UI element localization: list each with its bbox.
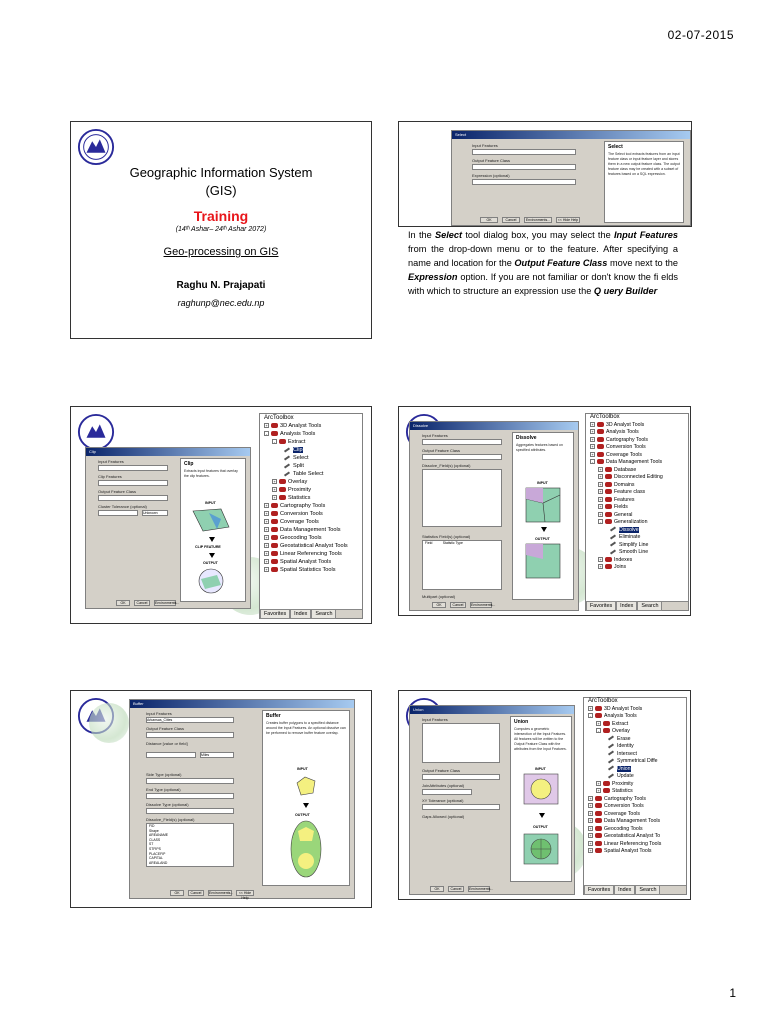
select-dialog — [451, 130, 691, 226]
tree-item[interactable]: + Statistics — [597, 788, 633, 794]
author-name: Raghu N. Prajapati — [176, 280, 266, 291]
globe-watermark-icon — [89, 703, 129, 743]
tree-item[interactable]: + Statistics — [273, 495, 311, 501]
output-label: OUTPUT — [535, 537, 550, 541]
buffer-dialog — [129, 699, 355, 899]
desc-query-builder: Q uery Builder — [593, 286, 658, 296]
tree-item[interactable]: + Conversion Tools — [591, 444, 646, 450]
tree-item[interactable]: + Domains — [599, 481, 635, 488]
tree-item[interactable]: - Analysis Tools — [265, 431, 316, 437]
title-line-2: (GIS) — [205, 183, 237, 198]
tab-favorites[interactable]: Favorites — [260, 610, 290, 619]
gaps-allowed-checkbox[interactable]: Gaps Allowed (optional) — [422, 814, 465, 819]
desc-output-feature: Output Feature Class — [514, 258, 608, 268]
tree-item[interactable]: - Overlay — [597, 728, 630, 734]
field-label: Cluster Tolerance (optional) — [98, 504, 147, 509]
dissolve-type-field[interactable] — [146, 808, 234, 814]
dissolve-fields-list[interactable] — [146, 823, 234, 867]
tree-item[interactable]: Smooth Line — [586, 549, 688, 557]
input-features-label: Input Features — [472, 143, 498, 148]
tab-search[interactable]: Search — [637, 602, 662, 611]
tree-item-dissolve[interactable]: Dissolve — [586, 527, 688, 535]
statistics-fields-table[interactable] — [422, 540, 502, 590]
column-header: Statistic Type — [442, 541, 463, 545]
tree-item[interactable]: + Spatial Analyst Tools — [265, 559, 332, 565]
page-date: 02-07-2015 — [667, 28, 734, 42]
toolbox-title: ArcToolbox — [590, 414, 620, 420]
field-label: JoinAttributes (optional) — [422, 783, 465, 788]
field-label: Output Feature Class — [422, 768, 461, 773]
list-item[interactable]: CLASS — [149, 837, 161, 842]
list-item[interactable]: STFIPS — [149, 846, 161, 851]
output-label: OUTPUT — [295, 813, 310, 817]
cluster-tolerance-field[interactable] — [98, 510, 138, 516]
tree-item[interactable]: + Proximity — [273, 487, 311, 493]
ok-button[interactable]: OK — [432, 602, 446, 608]
subtitle: Geo-processing on GIS — [163, 246, 279, 258]
output-map-icon — [289, 819, 323, 879]
desc-expression: Expression — [408, 272, 458, 282]
input-features-field[interactable] — [422, 439, 502, 445]
help-text: Computes a geometric intersection of the Input Features. All features will be written to the Output Feature Class with the attributes from the Input Features. — [514, 727, 567, 751]
list-item[interactable]: Shape — [149, 828, 159, 833]
tab-index[interactable]: Index — [290, 610, 311, 619]
help-panel — [180, 458, 246, 602]
tree-item[interactable]: - Data Management Tools — [591, 459, 663, 465]
input-features-list[interactable] — [422, 723, 500, 763]
tab-index[interactable]: Index — [614, 886, 635, 895]
nec-logo-icon — [77, 413, 115, 451]
field-label: Input Features — [422, 717, 448, 722]
arctoolbox-panel — [585, 413, 689, 611]
tree-item[interactable]: Identity — [584, 743, 686, 751]
author-email: raghunp@nec.edu.np — [177, 298, 265, 308]
xy-tolerance-field[interactable] — [422, 804, 500, 810]
input-features-field[interactable] — [98, 465, 168, 471]
buffer-slide — [70, 690, 372, 908]
training-dates: (14ᵗʰ Ashar– 24ᵗʰ Ashar 2072) — [175, 226, 267, 233]
tree-item[interactable]: + Linear Referencing Tools — [265, 551, 342, 557]
cancel-button[interactable]: Cancel — [502, 217, 520, 223]
list-item[interactable]: AREALAND — [149, 860, 168, 865]
environments-button[interactable]: Environments... — [209, 891, 234, 895]
tree-item[interactable]: Simplify Line — [586, 542, 688, 550]
help-panel — [512, 432, 574, 600]
tree-item[interactable]: - Analysis Tools — [589, 713, 637, 719]
tolerance-unit-select[interactable]: Unknown — [142, 510, 168, 516]
clip-features-field[interactable] — [98, 480, 168, 486]
tree-item[interactable]: - Generalization — [599, 519, 648, 525]
list-item[interactable]: CAPITAL — [149, 856, 163, 861]
tree-item[interactable]: + 3D Analyst Tools — [591, 421, 645, 428]
tree-item[interactable]: + Joins — [599, 564, 627, 570]
field-label: Distance [value or field] — [146, 741, 188, 746]
field-label: Output Feature Class — [146, 726, 185, 731]
help-panel — [604, 141, 684, 223]
help-text: Extracts input features that overlay the clip features. — [184, 469, 238, 478]
multipart-checkbox[interactable]: Multipart (optional) — [422, 594, 456, 599]
dissolve-dialog — [409, 421, 579, 611]
input-label: INPUT — [297, 767, 308, 771]
tree-item[interactable]: + Extract — [597, 720, 629, 727]
output-label: OUTPUT — [203, 561, 218, 565]
tree-item[interactable]: Symmetrical Diffe — [584, 758, 686, 766]
input-label: INPUT — [537, 481, 548, 485]
expression-field[interactable] — [472, 179, 576, 185]
training-heading: Training — [193, 208, 249, 224]
environments-button[interactable]: Environments... — [525, 218, 551, 222]
dissolve-slide — [398, 406, 691, 616]
input-features-field[interactable] — [472, 149, 576, 155]
tree-item[interactable]: + Spatial Statistics Tools — [265, 567, 336, 573]
expression-label: Expression (optional) — [472, 173, 510, 178]
output-map-icon — [197, 567, 225, 595]
ok-button[interactable]: OK — [430, 886, 444, 892]
tree-item[interactable]: + Disconnected Editing — [599, 474, 663, 480]
tree-item[interactable]: + 3D Analyst Tools — [589, 705, 643, 712]
column-header: Field — [425, 541, 433, 545]
tree-item[interactable]: Select — [260, 454, 362, 462]
nec-logo-icon — [77, 128, 115, 166]
cancel-button[interactable]: Cancel — [448, 886, 464, 892]
hide-help-button[interactable]: << Hide Help — [557, 218, 579, 222]
field-label: End Type (optional) — [146, 787, 181, 792]
field-label: Statistics Field(s) (optional) — [422, 534, 471, 539]
tree-item[interactable]: + Fields — [599, 504, 628, 510]
ok-button[interactable]: OK — [116, 600, 130, 606]
tree-item[interactable]: Eliminate — [586, 534, 688, 542]
tree-item[interactable]: + General — [599, 511, 633, 518]
arctoolbox-panel — [259, 413, 363, 619]
tree-item[interactable]: + Coverage Tools — [591, 451, 642, 458]
desc-select: Select — [435, 230, 463, 240]
output-label: OUTPUT — [533, 825, 548, 829]
tree-item[interactable]: + Geostatistical Analyst Tools — [265, 543, 348, 549]
tab-search[interactable]: Search — [635, 886, 660, 895]
field-label: Input Features — [146, 711, 172, 716]
toolbox-tabs — [260, 609, 362, 618]
toolbox-title: ArcToolbox — [264, 415, 294, 421]
tree-item[interactable]: Table Select — [260, 470, 362, 478]
page-number: 1 — [729, 986, 736, 1000]
tree-item[interactable]: + Feature class — [599, 489, 646, 495]
tree-item[interactable]: + Coverage Tools — [589, 810, 640, 817]
title-slide — [70, 121, 372, 339]
input-map-icon — [523, 773, 559, 805]
environments-button[interactable]: Environments... — [471, 603, 496, 607]
arrow-down-icon — [541, 527, 547, 532]
help-heading: Buffer — [266, 713, 281, 719]
help-text: Creates buffer polygons to a specified distance around the Input Features. An optional dissolve can be performed to remove buffer feature overlap. — [266, 721, 346, 735]
input-map-icon — [293, 775, 319, 797]
tree-item[interactable]: + Spatial Analyst Tools — [589, 848, 652, 854]
environments-button[interactable]: Environments... — [155, 601, 180, 605]
tree-item[interactable]: + Database — [599, 466, 637, 473]
dialog-title: Select — [452, 131, 690, 139]
cancel-button[interactable]: Cancel — [134, 600, 150, 606]
join-attributes-field[interactable] — [422, 789, 472, 795]
clip-dialog — [85, 447, 251, 609]
toolbox-tabs — [586, 601, 688, 610]
clip-label: CLIP FEATURE — [195, 545, 221, 549]
field-label: Dissolve Type (optional) — [146, 802, 189, 807]
tree-item[interactable]: + Geocoding Tools — [589, 825, 643, 832]
input-map-icon — [191, 507, 231, 533]
cancel-button[interactable]: Cancel — [450, 602, 466, 608]
tree-item[interactable]: + Linear Referencing Tools — [589, 840, 662, 847]
desc-text-4: move next to the — [607, 258, 678, 268]
tree-item[interactable]: Intersect — [584, 751, 686, 759]
output-feature-class-field[interactable] — [472, 164, 576, 170]
help-panel — [262, 710, 350, 886]
field-label: Side Type (optional) — [146, 772, 182, 777]
dialog-title: Dissolve — [410, 422, 578, 430]
tab-favorites[interactable]: Favorites — [584, 886, 614, 895]
help-heading: Dissolve — [516, 435, 537, 441]
tree-item[interactable]: + Geostatistical Analyst To — [589, 833, 661, 839]
output-feature-class-field[interactable] — [146, 732, 234, 738]
output-map-icon — [523, 833, 559, 865]
tree-item[interactable]: + Coverage Tools — [265, 519, 319, 525]
union-slide — [398, 690, 691, 900]
help-text: Aggregates features based on specified attributes. — [516, 443, 563, 452]
input-map-icon — [525, 487, 561, 523]
output-feature-class-field[interactable] — [422, 454, 502, 460]
tree-item[interactable]: + Data Management Tools — [589, 818, 661, 824]
list-item[interactable]: AREANAME — [149, 833, 169, 838]
side-type-field[interactable] — [146, 778, 234, 784]
tree-item[interactable]: + Proximity — [597, 780, 634, 787]
tree-item[interactable]: + Analysis Tools — [591, 429, 639, 435]
tab-index[interactable]: Index — [616, 602, 637, 611]
tree-item[interactable]: + Cartography Tools — [265, 503, 326, 509]
distance-field[interactable] — [146, 752, 196, 758]
list-item[interactable]: PLACEFIP — [149, 851, 166, 856]
arrow-down-icon — [539, 813, 545, 818]
output-feature-class-field[interactable] — [98, 495, 168, 501]
help-heading: Select — [608, 144, 623, 150]
toolbox-tabs — [584, 885, 686, 894]
output-map-icon — [525, 543, 561, 579]
field-label: Output Feature Class — [422, 448, 461, 453]
tree-item[interactable]: - Extract — [273, 439, 306, 445]
hide-help-button[interactable]: << Hide Help — [236, 890, 254, 896]
tree-item[interactable]: + Data Management Tools — [265, 527, 341, 533]
union-dialog — [409, 705, 575, 895]
tree-item[interactable]: + Indexes — [599, 556, 633, 563]
dialog-title: Clip — [86, 448, 250, 456]
arctoolbox-panel — [583, 697, 687, 895]
desc-text-3: from the drop-down menu or to the feature. After specifying a name and location for the — [408, 244, 678, 268]
environments-button[interactable]: Environments... — [469, 887, 494, 891]
help-heading: Clip — [184, 461, 194, 467]
toolbox-title: ArcToolbox — [588, 698, 618, 704]
desc-text-2: tool dialog box, you may select the — [462, 230, 614, 240]
field-label: Dissolve_Field(s) (optional) — [422, 463, 471, 468]
tree-item[interactable]: Erase — [584, 736, 686, 744]
field-label: Clip Features — [98, 474, 122, 479]
field-label: Output Feature Class — [98, 489, 137, 494]
title-line-1: Geographic Information System — [129, 165, 313, 180]
desc-input-features: Input Features — [613, 230, 678, 240]
tree-item[interactable]: + Cartography Tools — [591, 436, 649, 443]
end-type-field[interactable] — [146, 793, 234, 799]
output-feature-class-field[interactable] — [422, 774, 500, 780]
tree-item[interactable]: + Conversion Tools — [265, 511, 323, 517]
field-label: XY Tolerance (optional) — [422, 798, 464, 803]
list-item[interactable]: ST — [149, 842, 154, 847]
arrow-down-icon — [303, 803, 309, 808]
select-tool-description — [408, 228, 678, 298]
field-label: Input Features — [98, 459, 124, 464]
tab-favorites[interactable]: Favorites — [586, 602, 616, 611]
tree-item[interactable]: + 3D Analyst Tools — [265, 423, 322, 429]
tree-item-clip[interactable]: Clip — [260, 446, 362, 454]
output-feature-class-label: Output Feature Class — [472, 158, 511, 163]
ok-button[interactable]: OK — [480, 217, 498, 223]
dissolve-fields-list[interactable] — [422, 469, 502, 527]
tree-item[interactable]: + Overlay — [273, 479, 308, 485]
input-label: INPUT — [535, 767, 546, 771]
tree-item[interactable]: + Geocoding Tools — [265, 535, 322, 541]
select-dialog-slide — [398, 121, 692, 227]
desc-text-5: option. If you are not familiar or don't know the fi elds with which to structure an expression use the — [408, 272, 678, 296]
tree-item[interactable]: + Conversion Tools — [589, 803, 644, 809]
tree-item-union[interactable]: Union — [584, 766, 686, 774]
field-label: Dissolve_Field(s) (optional) — [146, 817, 195, 822]
tree-item[interactable]: + Features — [599, 496, 635, 503]
input-label: INPUT — [205, 501, 216, 505]
ok-button[interactable]: OK — [170, 890, 184, 896]
help-panel — [510, 716, 572, 882]
tree-item[interactable]: + Cartography Tools — [589, 795, 647, 802]
tab-search[interactable]: Search — [311, 610, 336, 619]
clip-slide — [70, 406, 372, 624]
dialog-title: Buffer — [130, 700, 354, 708]
help-heading: Union — [514, 719, 529, 725]
cancel-button[interactable]: Cancel — [188, 890, 204, 896]
arrow-down-icon — [209, 537, 215, 542]
presentation-title — [71, 164, 371, 200]
desc-text-1: In the — [408, 230, 435, 240]
distance-unit-select[interactable]: Miles — [200, 752, 234, 758]
arrow-down-icon — [209, 553, 215, 558]
tree-item[interactable]: Update — [584, 773, 686, 781]
field-label: Input Features — [422, 433, 448, 438]
input-features-field[interactable]: Arkansas_Cities — [146, 717, 234, 723]
dialog-title: Union — [410, 706, 574, 714]
list-item[interactable]: FID — [149, 824, 155, 828]
tree-item[interactable]: Split — [260, 462, 362, 470]
help-text: The Select tool extracts features from an input feature class or input feature layer and stores them in a new output feature class. The output feature class may be created with a subset of features based on a SQL expression. — [608, 152, 680, 176]
